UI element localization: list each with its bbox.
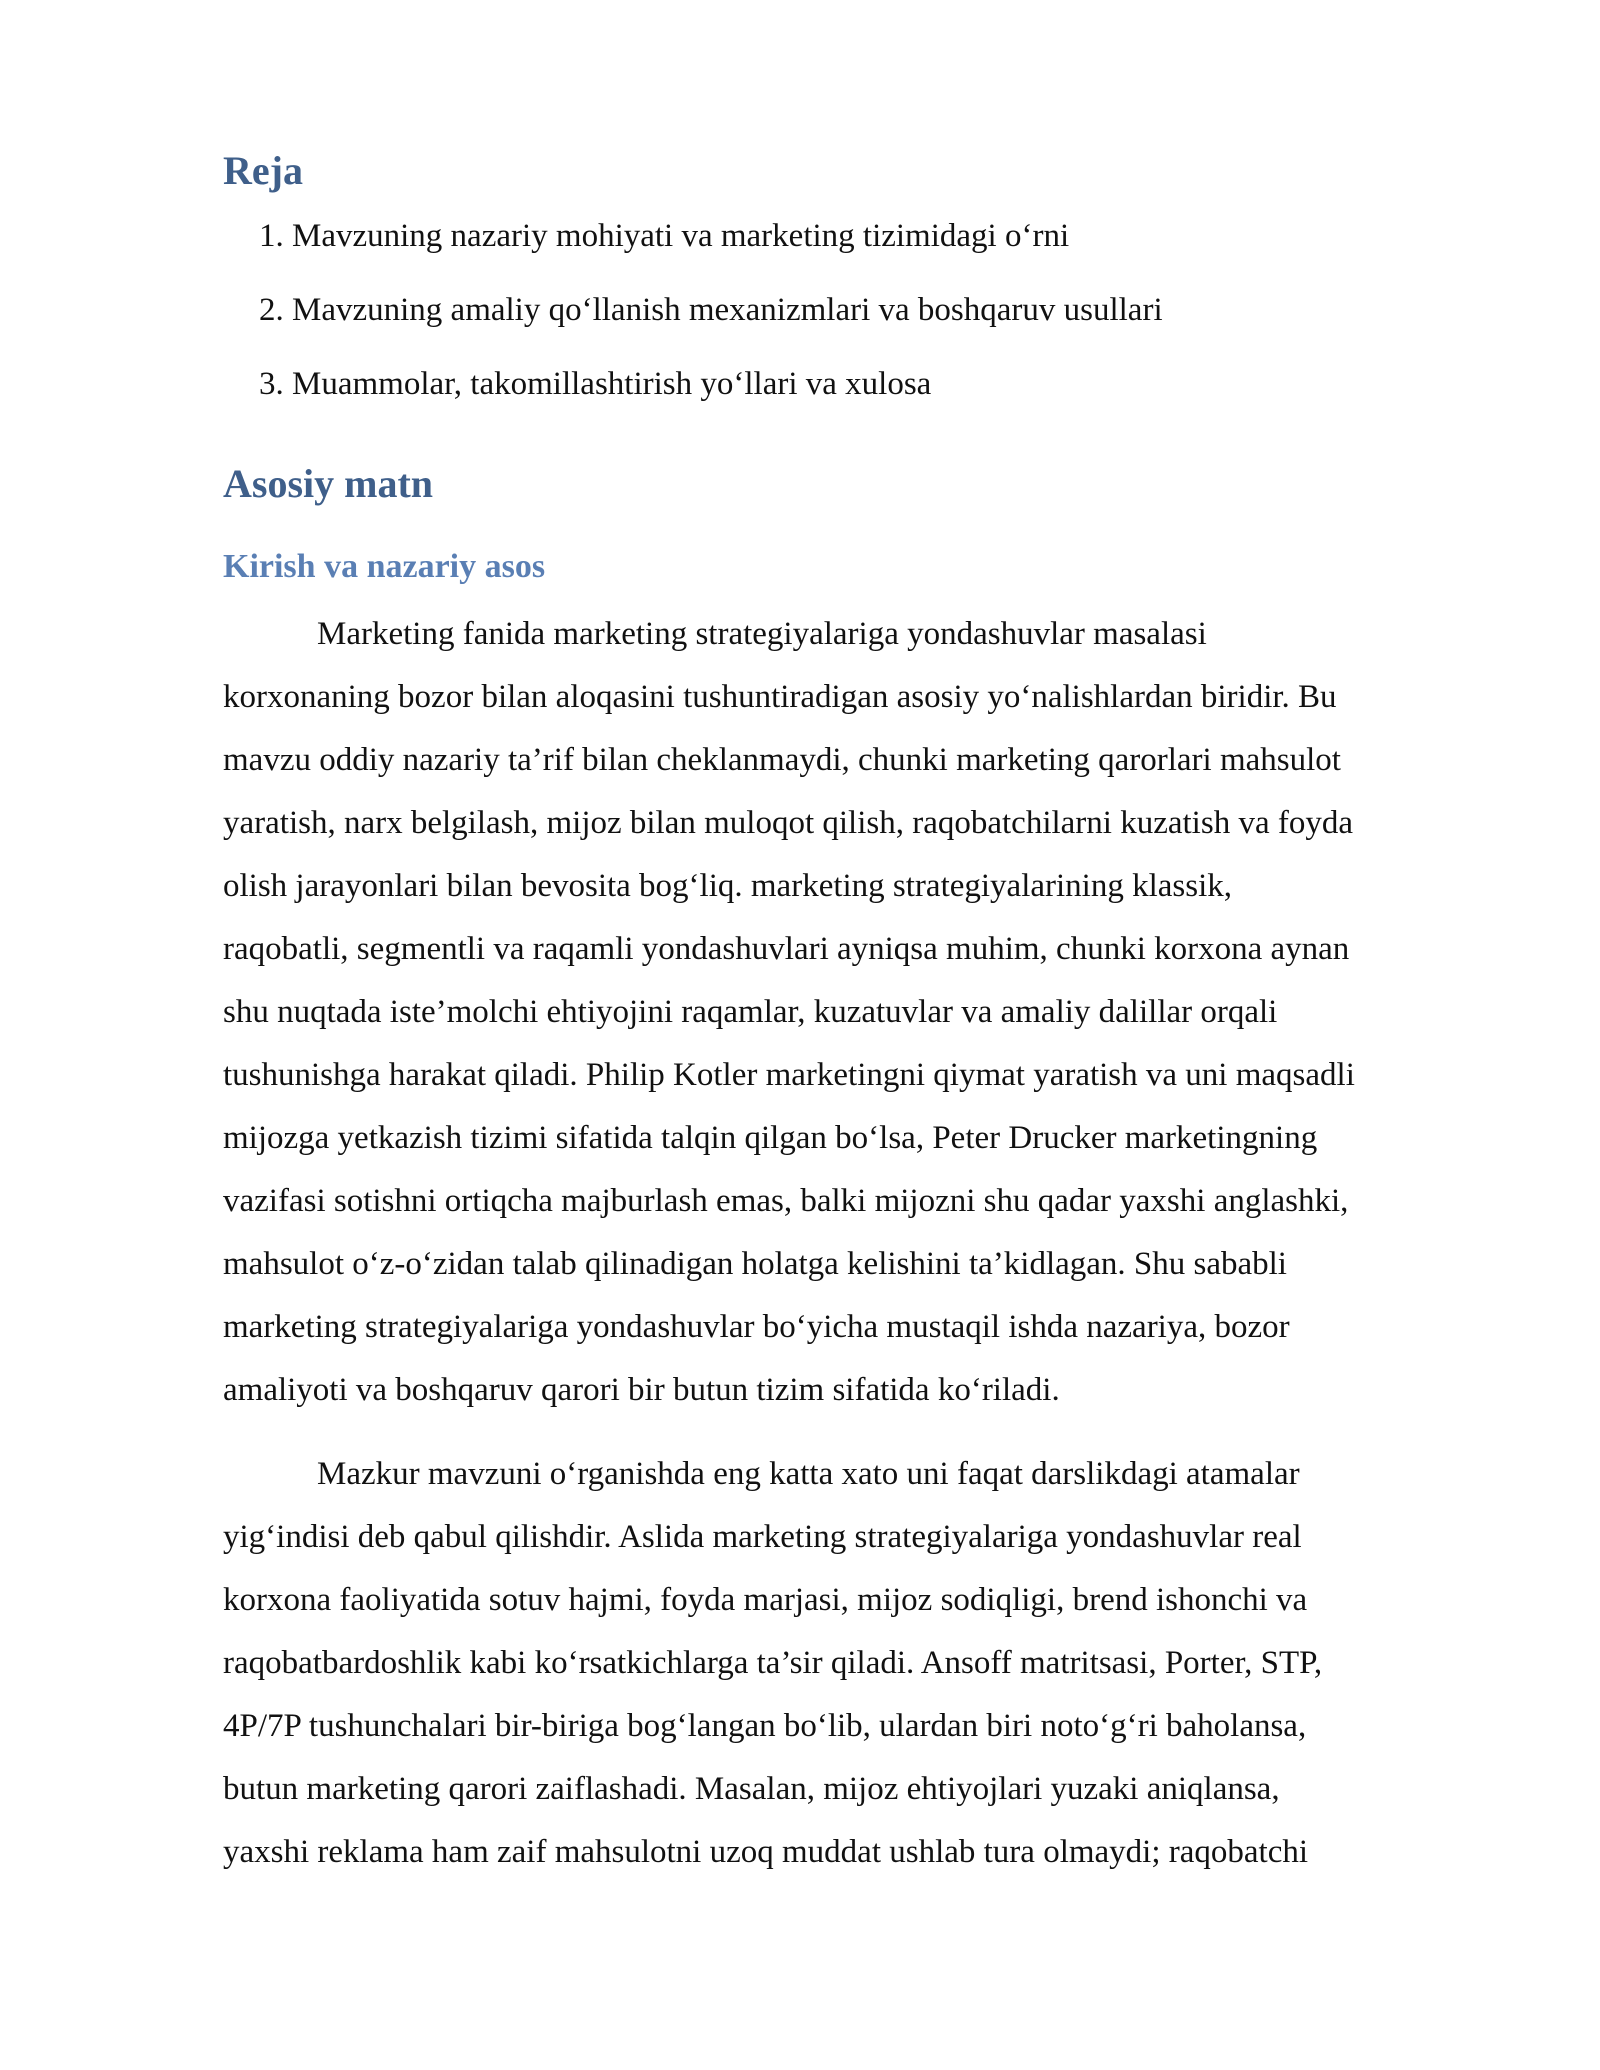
text-line: Mazkur mavzuni o‘rganishda eng katta xato uni faqat darslikdagi atamalar: [317, 1456, 1300, 1492]
main-heading: Asosiy matn: [223, 461, 434, 506]
plan-item: 2. Mavzuning amaliy qo‘llanish mexanizmlari va boshqaruv usullari: [259, 292, 1163, 328]
text-line: korxonaning bozor bilan aloqasini tushuntiradigan asosiy yo‘nalishlardan biridir. Bu: [223, 679, 1337, 715]
text-line: mavzu oddiy nazariy ta’rif bilan cheklanmaydi, chunki marketing qarorlari mahsulot: [223, 742, 1341, 778]
plan-heading: Reja: [223, 148, 303, 193]
section-heading: Kirish va nazariy asos: [223, 548, 546, 585]
text-line: raqobatbardoshlik kabi ko‘rsatkichlarga ta’sir qiladi. Ansoff matritsasi, Porter, STP,: [223, 1645, 1323, 1681]
text-line: raqobatli, segmentli va raqamli yondashuvlari ayniqsa muhim, chunki korxona aynan: [223, 931, 1350, 967]
text-line: olish jarayonlari bilan bevosita bog‘liq. marketing strategiyalarining klassik,: [223, 868, 1233, 904]
plan-item: 1. Mavzuning nazariy mohiyati va marketing tizimidagi o‘rni: [259, 218, 1070, 254]
plan-list: [259, 218, 1163, 440]
text-line: yaratish, narx belgilash, mijoz bilan muloqot qilish, raqobatchilarni kuzatish va foyda: [223, 805, 1353, 841]
text-line: marketing strategiyalariga yondashuvlar bo‘yicha mustaqil ishda nazariya, bozor: [223, 1309, 1290, 1345]
text-line: shu nuqtada iste’molchi ehtiyojini raqamlar, kuzatuvlar va amaliy dalillar orqali: [223, 994, 1278, 1030]
text-line: amaliyoti va boshqaruv qarori bir butun tizim sifatida ko‘riladi.: [223, 1372, 1060, 1408]
text-line: Marketing fanida marketing strategiyalariga yondashuvlar masalasi: [317, 616, 1207, 652]
text-line: yaxshi reklama ham zaif mahsulotni uzoq muddat ushlab tura olmaydi; raqobatchi: [223, 1834, 1309, 1870]
text-line: mahsulot o‘z-o‘zidan talab qilinadigan holatga kelishini ta’kidlagan. Shu sababli: [223, 1246, 1287, 1282]
paragraph-1: [223, 603, 1479, 1422]
text-line: mijozga yetkazish tizimi sifatida talqin qilgan bo‘lsa, Peter Drucker marketingning: [223, 1120, 1318, 1156]
paragraph-2: [223, 1443, 1479, 1884]
text-line: tushunishga harakat qiladi. Philip Kotler marketingni qiymat yaratish va uni maqsadli: [223, 1057, 1355, 1093]
text-line: 4P/7P tushunchalari bir-biriga bog‘langan bo‘lib, ulardan biri noto‘g‘ri baholansa,: [223, 1708, 1307, 1744]
text-line: yig‘indisi deb qabul qilishdir. Aslida marketing strategiyalariga yondashuvlar real: [223, 1519, 1302, 1555]
text-line: butun marketing qarori zaiflashadi. Masalan, mijoz ehtiyojlari yuzaki aniqlansa,: [223, 1771, 1280, 1807]
text-line: korxona faoliyatida sotuv hajmi, foyda marjasi, mijoz sodiqligi, brend ishonchi va: [223, 1582, 1308, 1618]
text-line: vazifasi sotishni ortiqcha majburlash emas, balki mijozni shu qadar yaxshi anglashki,: [223, 1183, 1349, 1219]
plan-item: 3. Muammolar, takomillashtirish yo‘llari va xulosa: [259, 366, 932, 402]
